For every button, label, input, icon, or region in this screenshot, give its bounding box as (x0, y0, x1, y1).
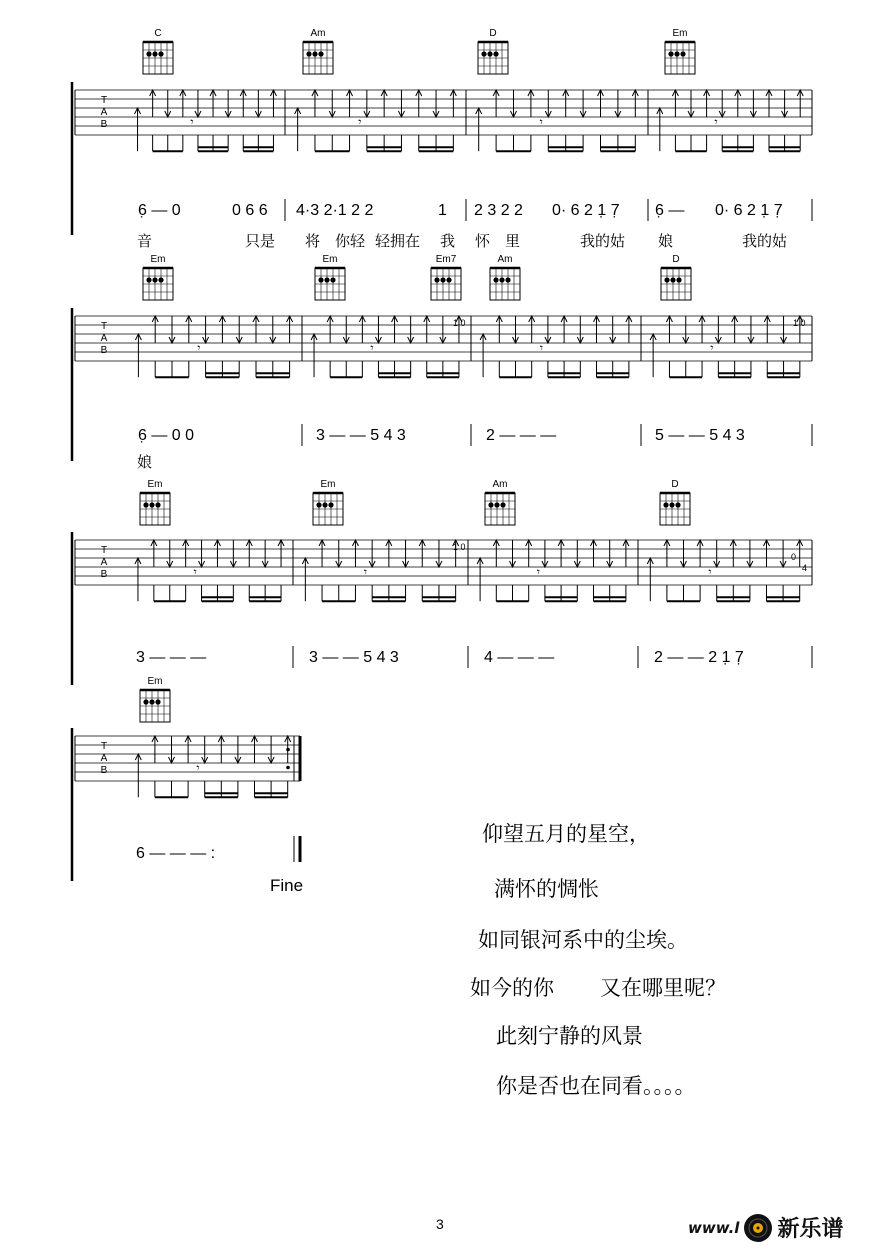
tab-fret-number: 1 0 (793, 318, 806, 328)
site-brand (688, 1212, 843, 1243)
eighth-rest: 𝄾 (708, 565, 712, 579)
chord-diagram-em (313, 479, 343, 525)
lyric-syllable: 娘 (137, 454, 153, 471)
chord-name: Em (672, 28, 688, 39)
eighth-rest: 𝄾 (190, 115, 194, 129)
eighth-rest: 𝄾 (196, 761, 200, 775)
chord-name: D (671, 479, 679, 490)
chord-name: Am (310, 28, 326, 39)
jianpu-segment: 5 — — 5 4 3 (655, 427, 745, 444)
jianpu-segment: 3 — — 5 4 3 (316, 427, 406, 444)
tab-clef-letter: B (100, 765, 108, 776)
vinyl-record-icon (743, 1213, 773, 1243)
chord-name: Em (147, 676, 163, 687)
jianpu-segment: 0 6 6 (232, 202, 268, 219)
poem-line-4b: 又在哪里呢？ (600, 976, 726, 1000)
lyric-syllable: 怀 (475, 233, 491, 250)
lyric-syllable: 我 (440, 233, 456, 250)
tab-clef-letter: B (100, 345, 108, 356)
poem-line-1: 仰望五月的星空， (482, 822, 650, 846)
jianpu-segment: 0· 6 2 1̣ 7̣ (552, 202, 620, 219)
tab-clef-letter: B (100, 119, 108, 130)
eighth-rest: 𝄾 (539, 341, 544, 355)
lyric-syllable: 我的姑 (742, 233, 788, 250)
jianpu-segment: 2 3 2 2 (474, 202, 523, 219)
chord-name: Em (322, 254, 338, 265)
tab-clef-letter: T (100, 741, 108, 752)
chord-diagram-em (143, 254, 173, 300)
lyric-syllable: 轻拥在 (375, 233, 421, 250)
eighth-rest: 𝄾 (370, 341, 374, 355)
tab-clef-letter: T (100, 321, 108, 332)
tab-clef-letter: A (100, 107, 108, 118)
jianpu-segment: 4·3 2·1 2 2 (296, 202, 374, 219)
chord-name: Am (492, 479, 508, 490)
chord-diagram-am (485, 479, 515, 525)
jianpu-segment: 3 — — — (136, 649, 207, 666)
eighth-rest: 𝄾 (539, 115, 543, 129)
tab-fret-number: 1 0 (453, 318, 466, 328)
poem-line-5: 此刻宁静的风景 (496, 1024, 643, 1048)
eighth-rest: 𝄾 (710, 341, 714, 355)
chord-diagram-d (478, 28, 508, 74)
jianpu-segment: 4 — — — (484, 649, 555, 666)
jianpu-segment: 6̣ — 0 0 (138, 427, 195, 444)
eighth-rest: 𝄾 (193, 565, 197, 579)
site-name: 新乐谱 (777, 1217, 844, 1242)
fine-mark: Fine (270, 876, 304, 895)
chord-diagram-c (143, 28, 173, 74)
jianpu-segment: 6 — — — : (136, 845, 216, 862)
tab-fret-number: 0 (791, 552, 797, 562)
chord-diagram-d (661, 254, 691, 300)
page-number: 3 (436, 1216, 444, 1232)
tab-fret-number: 4 (802, 563, 808, 573)
tab-clef-letter: A (100, 753, 108, 764)
poem-line-6: 你是否也在同看。。。。 (496, 1074, 696, 1098)
poem-line-4a: 如今的你 (470, 976, 554, 1000)
lyric-syllable: 我的姑 (580, 233, 626, 250)
chord-diagram-em (315, 254, 345, 300)
site-url: www.l (688, 1218, 740, 1237)
jianpu-segment: 1 (438, 202, 447, 219)
tab-clef-letter: A (100, 333, 108, 344)
eighth-rest: 𝄾 (197, 341, 201, 355)
jianpu-segment: 6̣ — 0 (138, 202, 181, 219)
tab-clef-letter: A (100, 557, 108, 568)
jianpu-segment: 2 — — — (486, 427, 557, 444)
jianpu-segment: 3 — — 5 4 3 (309, 649, 399, 666)
lyric-syllable: 娘 (658, 233, 674, 250)
jianpu-segment: 0· 6 2 1̣ 7̣ (715, 202, 783, 219)
jianpu-segment: 6̣ — (655, 202, 685, 219)
chord-diagram-em (665, 28, 695, 74)
chord-name: Am (497, 254, 513, 265)
chord-diagram-em (140, 676, 170, 722)
chord-diagram-am (303, 28, 333, 74)
eighth-rest: 𝄾 (358, 115, 362, 129)
poem-line-2: 满怀的惆怅 (494, 877, 599, 901)
chord-name: C (154, 28, 162, 39)
chord-name: D (672, 254, 680, 265)
lyric-syllable: 只是 (245, 233, 276, 250)
tab-clef-letter: B (100, 569, 108, 580)
lyric-syllable: 你轻 (335, 233, 366, 250)
chord-name: D (489, 28, 497, 39)
tab-fret-number: 1 0 (453, 542, 466, 552)
jianpu-segment: 2 — — 2 1̣ 7̣ (654, 649, 744, 666)
chord-name: Em (147, 479, 163, 490)
lyric-syllable: 音 (137, 233, 153, 250)
chord-diagram-d (660, 479, 690, 525)
eighth-rest: 𝄾 (363, 565, 368, 579)
chord-name: Em (150, 254, 166, 265)
chord-diagram-em (140, 479, 170, 525)
tab-clef-letter: T (100, 95, 108, 106)
chord-diagram-am (490, 254, 520, 300)
chord-diagram-em7 (431, 254, 461, 300)
chord-name: Em7 (435, 254, 457, 265)
eighth-rest: 𝄾 (536, 565, 541, 579)
poem-line-3: 如同银河系中的尘埃。 (478, 928, 688, 952)
tab-clef-letter: T (100, 545, 108, 556)
lyric-syllable: 将 (305, 233, 321, 250)
eighth-rest: 𝄾 (714, 115, 718, 129)
lyric-syllable: 里 (505, 233, 521, 250)
chord-name: Em (320, 479, 336, 490)
